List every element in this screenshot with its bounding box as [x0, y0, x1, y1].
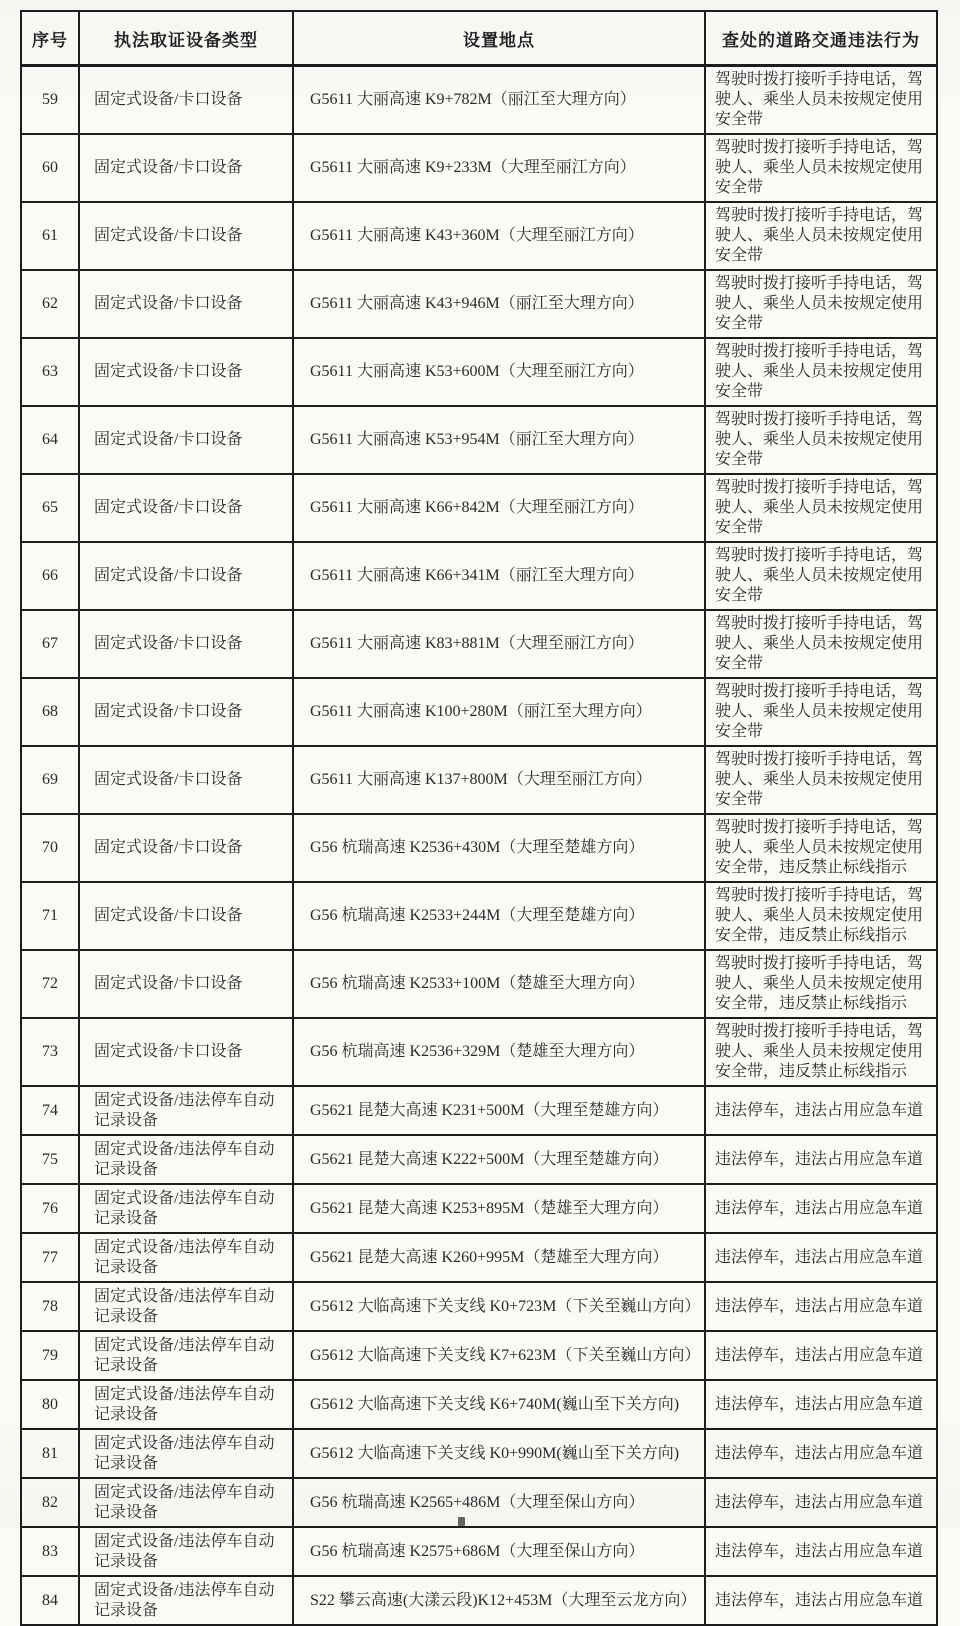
table-row [21, 1233, 937, 1282]
serial-number-cell: 84 [21, 1576, 79, 1625]
location-cell: G5611 大丽高速 K66+341M（丽江至大理方向） [293, 542, 705, 610]
device-type-cell: 固定式设备/卡口设备 [79, 814, 293, 882]
location-cell: G5621 昆楚大高速 K231+500M（大理至楚雄方向） [293, 1086, 705, 1135]
serial-number-cell: 78 [21, 1282, 79, 1331]
location-cell: G56 杭瑞高速 K2536+430M（大理至楚雄方向） [293, 814, 705, 882]
location-cell: G5611 大丽高速 K43+946M（丽江至大理方向） [293, 270, 705, 338]
location-cell: G5611 大丽高速 K9+782M（丽江至大理方向） [293, 66, 705, 135]
table-row [21, 610, 937, 678]
column-header-location: 设置地点 [293, 11, 705, 66]
enforcement-device-table [20, 10, 938, 1626]
device-type-cell: 固定式设备/卡口设备 [79, 610, 293, 678]
location-cell: G5611 大丽高速 K66+842M（大理至丽江方向） [293, 474, 705, 542]
serial-number-cell: 75 [21, 1135, 79, 1184]
violation-cell: 驾驶时拨打接听手持电话，驾驶人、乘坐人员未按规定使用安全带 [705, 406, 937, 474]
location-cell: G56 杭瑞高速 K2565+486M（大理至保山方向） [293, 1478, 705, 1527]
table-row [21, 406, 937, 474]
device-type-cell: 固定式设备/卡口设备 [79, 950, 293, 1018]
device-type-cell: 固定式设备/卡口设备 [79, 882, 293, 950]
violation-cell: 违法停车，违法占用应急车道 [705, 1527, 937, 1576]
violation-cell: 违法停车，违法占用应急车道 [705, 1282, 937, 1331]
table-row [21, 1478, 937, 1527]
column-header-violation: 查处的道路交通违法行为 [705, 11, 937, 66]
violation-cell: 驾驶时拨打接听手持电话，驾驶人、乘坐人员未按规定使用安全带，违反禁止标线指示 [705, 882, 937, 950]
serial-number-cell: 65 [21, 474, 79, 542]
table-row [21, 202, 937, 270]
location-cell: G56 杭瑞高速 K2533+244M（大理至楚雄方向） [293, 882, 705, 950]
serial-number-cell: 79 [21, 1331, 79, 1380]
serial-number-cell: 71 [21, 882, 79, 950]
serial-number-cell: 82 [21, 1478, 79, 1527]
page-number-artifact [458, 1517, 465, 1526]
violation-cell: 驾驶时拨打接听手持电话，驾驶人、乘坐人员未按规定使用安全带，违反禁止标线指示 [705, 814, 937, 882]
table-row [21, 1331, 937, 1380]
violation-cell: 驾驶时拨打接听手持电话，驾驶人、乘坐人员未按规定使用安全带 [705, 542, 937, 610]
violation-cell: 驾驶时拨打接听手持电话，驾驶人、乘坐人员未按规定使用安全带 [705, 474, 937, 542]
table-row [21, 474, 937, 542]
device-type-cell: 固定式设备/违法停车自动记录设备 [79, 1086, 293, 1135]
location-cell: G5611 大丽高速 K9+233M（大理至丽江方向） [293, 134, 705, 202]
table-header [21, 11, 937, 66]
serial-number-cell: 83 [21, 1527, 79, 1576]
column-header-device-type: 执法取证设备类型 [79, 11, 293, 66]
location-cell: G5612 大临高速下关支线 K0+723M（下关至巍山方向） [293, 1282, 705, 1331]
serial-number-cell: 80 [21, 1380, 79, 1429]
table-row [21, 1086, 937, 1135]
serial-number-cell: 81 [21, 1429, 79, 1478]
device-type-cell: 固定式设备/卡口设备 [79, 270, 293, 338]
violation-cell: 驾驶时拨打接听手持电话，驾驶人、乘坐人员未按规定使用安全带 [705, 270, 937, 338]
device-type-cell: 固定式设备/违法停车自动记录设备 [79, 1380, 293, 1429]
location-cell: G5612 大临高速下关支线 K7+623M（下关至巍山方向） [293, 1331, 705, 1380]
device-type-cell: 固定式设备/违法停车自动记录设备 [79, 1331, 293, 1380]
device-type-cell: 固定式设备/卡口设备 [79, 338, 293, 406]
violation-cell: 违法停车，违法占用应急车道 [705, 1184, 937, 1233]
table-row [21, 882, 937, 950]
device-type-cell: 固定式设备/违法停车自动记录设备 [79, 1282, 293, 1331]
table-row [21, 134, 937, 202]
location-cell: G5611 大丽高速 K137+800M（大理至丽江方向） [293, 746, 705, 814]
table-row [21, 1184, 937, 1233]
device-type-cell: 固定式设备/违法停车自动记录设备 [79, 1576, 293, 1625]
serial-number-cell: 62 [21, 270, 79, 338]
table-body [21, 66, 937, 1626]
table-row [21, 66, 937, 135]
header-row [21, 11, 937, 66]
violation-cell: 驾驶时拨打接听手持电话，驾驶人、乘坐人员未按规定使用安全带 [705, 338, 937, 406]
location-cell: G56 杭瑞高速 K2533+100M（楚雄至大理方向） [293, 950, 705, 1018]
serial-number-cell: 66 [21, 542, 79, 610]
location-cell: G5621 昆楚大高速 K222+500M（大理至楚雄方向） [293, 1135, 705, 1184]
location-cell: G56 杭瑞高速 K2575+686M（大理至保山方向） [293, 1527, 705, 1576]
table-row [21, 1380, 937, 1429]
table-row [21, 814, 937, 882]
serial-number-cell: 67 [21, 610, 79, 678]
device-type-cell: 固定式设备/违法停车自动记录设备 [79, 1135, 293, 1184]
device-type-cell: 固定式设备/卡口设备 [79, 406, 293, 474]
location-cell: G5621 昆楚大高速 K253+895M（楚雄至大理方向） [293, 1184, 705, 1233]
violation-cell: 违法停车，违法占用应急车道 [705, 1135, 937, 1184]
violation-cell: 驾驶时拨打接听手持电话，驾驶人、乘坐人员未按规定使用安全带 [705, 610, 937, 678]
table-row [21, 1018, 937, 1086]
device-type-cell: 固定式设备/卡口设备 [79, 66, 293, 135]
serial-number-cell: 61 [21, 202, 79, 270]
table-row [21, 950, 937, 1018]
violation-cell: 驾驶时拨打接听手持电话，驾驶人、乘坐人员未按规定使用安全带 [705, 202, 937, 270]
device-type-cell: 固定式设备/违法停车自动记录设备 [79, 1527, 293, 1576]
serial-number-cell: 59 [21, 66, 79, 135]
violation-cell: 违法停车，违法占用应急车道 [705, 1576, 937, 1625]
table-row [21, 1429, 937, 1478]
table-row [21, 746, 937, 814]
serial-number-cell: 64 [21, 406, 79, 474]
device-type-cell: 固定式设备/违法停车自动记录设备 [79, 1429, 293, 1478]
column-header-serial-number: 序号 [21, 11, 79, 66]
device-type-cell: 固定式设备/卡口设备 [79, 134, 293, 202]
serial-number-cell: 74 [21, 1086, 79, 1135]
serial-number-cell: 69 [21, 746, 79, 814]
table-row [21, 678, 937, 746]
violation-cell: 驾驶时拨打接听手持电话，驾驶人、乘坐人员未按规定使用安全带，违反禁止标线指示 [705, 1018, 937, 1086]
violation-cell: 违法停车，违法占用应急车道 [705, 1429, 937, 1478]
device-type-cell: 固定式设备/卡口设备 [79, 474, 293, 542]
location-cell: G5612 大临高速下关支线 K6+740M(巍山至下关方向) [293, 1380, 705, 1429]
serial-number-cell: 60 [21, 134, 79, 202]
violation-cell: 违法停车，违法占用应急车道 [705, 1380, 937, 1429]
violation-cell: 驾驶时拨打接听手持电话，驾驶人、乘坐人员未按规定使用安全带，违反禁止标线指示 [705, 950, 937, 1018]
location-cell: G5612 大临高速下关支线 K0+990M(巍山至下关方向) [293, 1429, 705, 1478]
serial-number-cell: 70 [21, 814, 79, 882]
serial-number-cell: 73 [21, 1018, 79, 1086]
location-cell: G5611 大丽高速 K53+600M（大理至丽江方向） [293, 338, 705, 406]
table-row [21, 1527, 937, 1576]
location-cell: G5611 大丽高速 K100+280M（丽江至大理方向） [293, 678, 705, 746]
location-cell: G5611 大丽高速 K83+881M（大理至丽江方向） [293, 610, 705, 678]
serial-number-cell: 77 [21, 1233, 79, 1282]
device-type-cell: 固定式设备/违法停车自动记录设备 [79, 1184, 293, 1233]
violation-cell: 违法停车，违法占用应急车道 [705, 1233, 937, 1282]
violation-cell: 违法停车，违法占用应急车道 [705, 1478, 937, 1527]
table-row [21, 1135, 937, 1184]
location-cell: G56 杭瑞高速 K2536+329M（楚雄至大理方向） [293, 1018, 705, 1086]
device-type-cell: 固定式设备/违法停车自动记录设备 [79, 1478, 293, 1527]
device-type-cell: 固定式设备/卡口设备 [79, 678, 293, 746]
device-type-cell: 固定式设备/卡口设备 [79, 202, 293, 270]
location-cell: G5621 昆楚大高速 K260+995M（楚雄至大理方向） [293, 1233, 705, 1282]
violation-cell: 违法停车，违法占用应急车道 [705, 1086, 937, 1135]
table-row [21, 270, 937, 338]
violation-cell: 驾驶时拨打接听手持电话，驾驶人、乘坐人员未按规定使用安全带 [705, 678, 937, 746]
violation-cell: 驾驶时拨打接听手持电话，驾驶人、乘坐人员未按规定使用安全带 [705, 134, 937, 202]
violation-cell: 驾驶时拨打接听手持电话，驾驶人、乘坐人员未按规定使用安全带 [705, 746, 937, 814]
device-type-cell: 固定式设备/卡口设备 [79, 1018, 293, 1086]
serial-number-cell: 76 [21, 1184, 79, 1233]
device-type-cell: 固定式设备/违法停车自动记录设备 [79, 1233, 293, 1282]
violation-cell: 违法停车，违法占用应急车道 [705, 1331, 937, 1380]
device-type-cell: 固定式设备/卡口设备 [79, 746, 293, 814]
device-type-cell: 固定式设备/卡口设备 [79, 542, 293, 610]
serial-number-cell: 68 [21, 678, 79, 746]
table-row [21, 1282, 937, 1331]
table-row [21, 542, 937, 610]
location-cell: S22 攀云高速(大漾云段)K12+453M（大理至云龙方向） [293, 1576, 705, 1625]
table-row [21, 338, 937, 406]
location-cell: G5611 大丽高速 K43+360M（大理至丽江方向） [293, 202, 705, 270]
violation-cell: 驾驶时拨打接听手持电话，驾驶人、乘坐人员未按规定使用安全带 [705, 66, 937, 135]
serial-number-cell: 63 [21, 338, 79, 406]
location-cell: G5611 大丽高速 K53+954M（丽江至大理方向） [293, 406, 705, 474]
serial-number-cell: 72 [21, 950, 79, 1018]
table-row [21, 1576, 937, 1625]
